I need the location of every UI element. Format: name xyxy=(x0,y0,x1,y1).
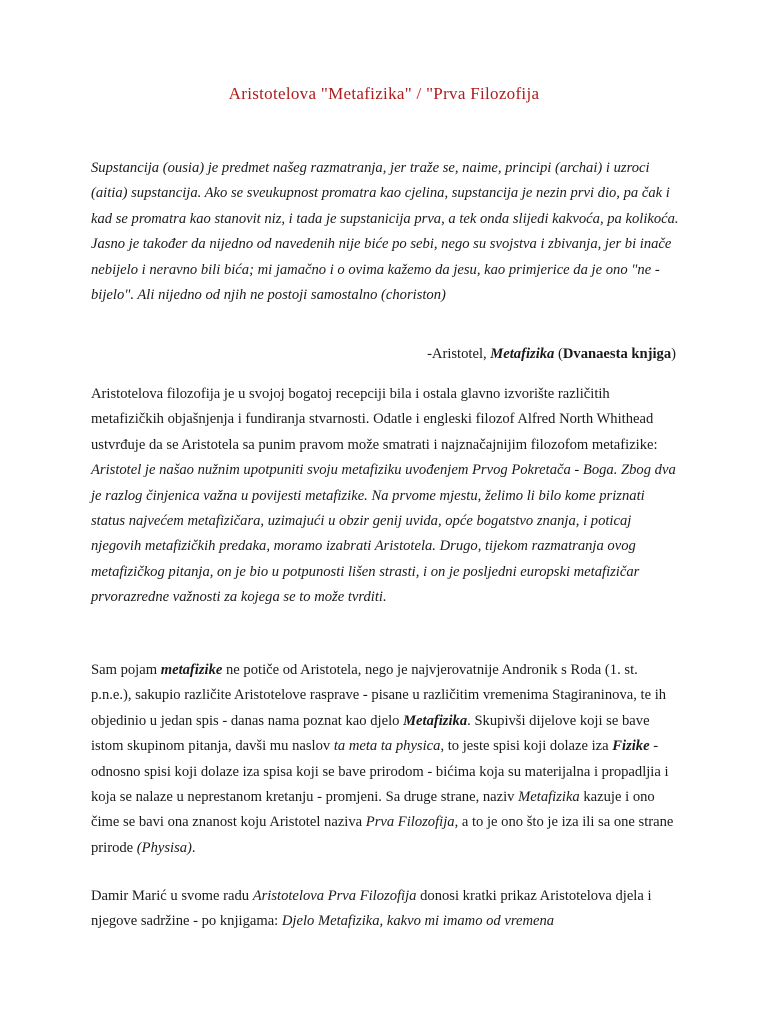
paragraph-text: kazuje i ono čime se bavi ona znanost koju Aristotel naziva xyxy=(91,789,655,831)
whitehead-quote: Aristotel je našao nužnim upotpuniti svoju metafiziku uvođenjem Prvog Pokretača - Boga. Zbog dva je razlog činjenica važna u povijesti metafizike. Na prvome mjestu, želimo li bilo kome priznati status najvećem metafizičara, uzimajući u obzir genij uvida, opće bogatstvo znanja, i poticaj njegovih metafizičkih predaka, moramo izabrati Aristotela. Drugo, tijekom razmatranja ovog metafizičkog pitanja, on je bio u potpunosti lišen strasti, i on je posljedni europski metafizičar prvorazredne važnosti za kojega se to može tvrditi. xyxy=(91,462,676,606)
emphasis-term: Metafizika xyxy=(518,789,580,806)
paragraph-text: , to jeste spisi koji dolaze iza xyxy=(440,738,613,755)
paragraph-maric xyxy=(91,884,681,935)
emphasis-term: Fizike xyxy=(612,738,650,755)
paragraph-text: - odnosno spisi koji dolaze iza spisa koji se bave prirodom - bićima koja su materijalna i propadljia i koja se nalaze u neprestanom kretanju - promjeni. Sa druge strane, naziv xyxy=(91,738,669,806)
paragraph-text: ne potiče od Aristotela, nego je najvjerovatnije Andronik s Roda (1. st. p.n.e.), sakupio različite Aristotelove rasprave - pisane u različitim vremenima Stagiraninova, te ih objedinio u jedan spis - danas nama poznat kao djelo xyxy=(91,662,667,729)
paragraph-text: . xyxy=(191,839,196,856)
quote-attribution xyxy=(91,342,676,367)
paragraph-text: . Skupivši dijelove koji se bave istom skupinom pitanja, davši mu naslov xyxy=(91,712,650,755)
paragraph-text: , a to je ono što je iza ili sa one strane prirode xyxy=(91,814,674,856)
attribution-paren-close: ) xyxy=(671,346,676,362)
paragraph-text: Sam pojam xyxy=(91,662,161,678)
attribution-paren-open: ( xyxy=(554,346,563,362)
paragraph-whitehead xyxy=(91,382,681,611)
emphasis-term: ta meta ta physica xyxy=(333,738,441,755)
emphasis-term: metafizike xyxy=(160,662,223,678)
emphasis-term: Djelo Metafizika, kakvo mi imamo od vremena xyxy=(281,913,555,930)
emphasis-term: (Physisa) xyxy=(136,839,192,856)
emphasis-term: Aristotelova Prva Filozofija xyxy=(252,888,417,904)
paragraph-text: donosi kratki prikaz Aristotelova djela i njegove sadržine - po knjigama: xyxy=(91,888,652,930)
attribution-author: -Aristotel, xyxy=(427,346,491,362)
paragraph-text: Aristotelova filozofija je u svojoj bogatoj recepciji bila i ostala glavno izvorište različitih metafizičkih objašnjenja i fundiranja stvarnosti. Odatle i engleski filozof Alfred North Whithead ustvrđuje da se Aristotela sa punim pravom može smatrati i najznačajnijim filozofom metafizike: xyxy=(91,386,658,453)
emphasis-term: Prva Filozofija xyxy=(365,814,455,831)
document-title: Aristotelova "Metafizika" / "Prva Filozofija xyxy=(228,84,540,103)
paragraph-term-origin xyxy=(91,658,681,861)
emphasis-term: Metafizika xyxy=(403,712,468,729)
paragraph-text: Damir Marić u svome radu xyxy=(91,888,253,904)
attribution-work: Metafizika xyxy=(490,346,555,362)
opening-quote: Supstancija (ousia) je predmet našeg razmatranja, jer traže se, naime, principi (archai) i uzroci (aitia) supstancija. Ako se sveukupnost promatra kao cjelina, supstancija je nezin prvi dio, pa čak i kad se promatra kao stanovit niz, i tada je supstanicija prva, a tek onda slijedi kakvoća, pa kolikoća. Jasno je također da nijedno od navedenih nije biće po sebi, nego su svojstva i zbivanja, jer bi inače nebijelo i neravno bili bića; mi jamačno i o ovima kažemo da jesu, kao primjerice da je ono "ne - bijelo". Ali nijedno od njih ne postoji samostalno (choriston) xyxy=(91,160,679,304)
attribution-book: Dvanaesta knjiga xyxy=(562,346,672,362)
